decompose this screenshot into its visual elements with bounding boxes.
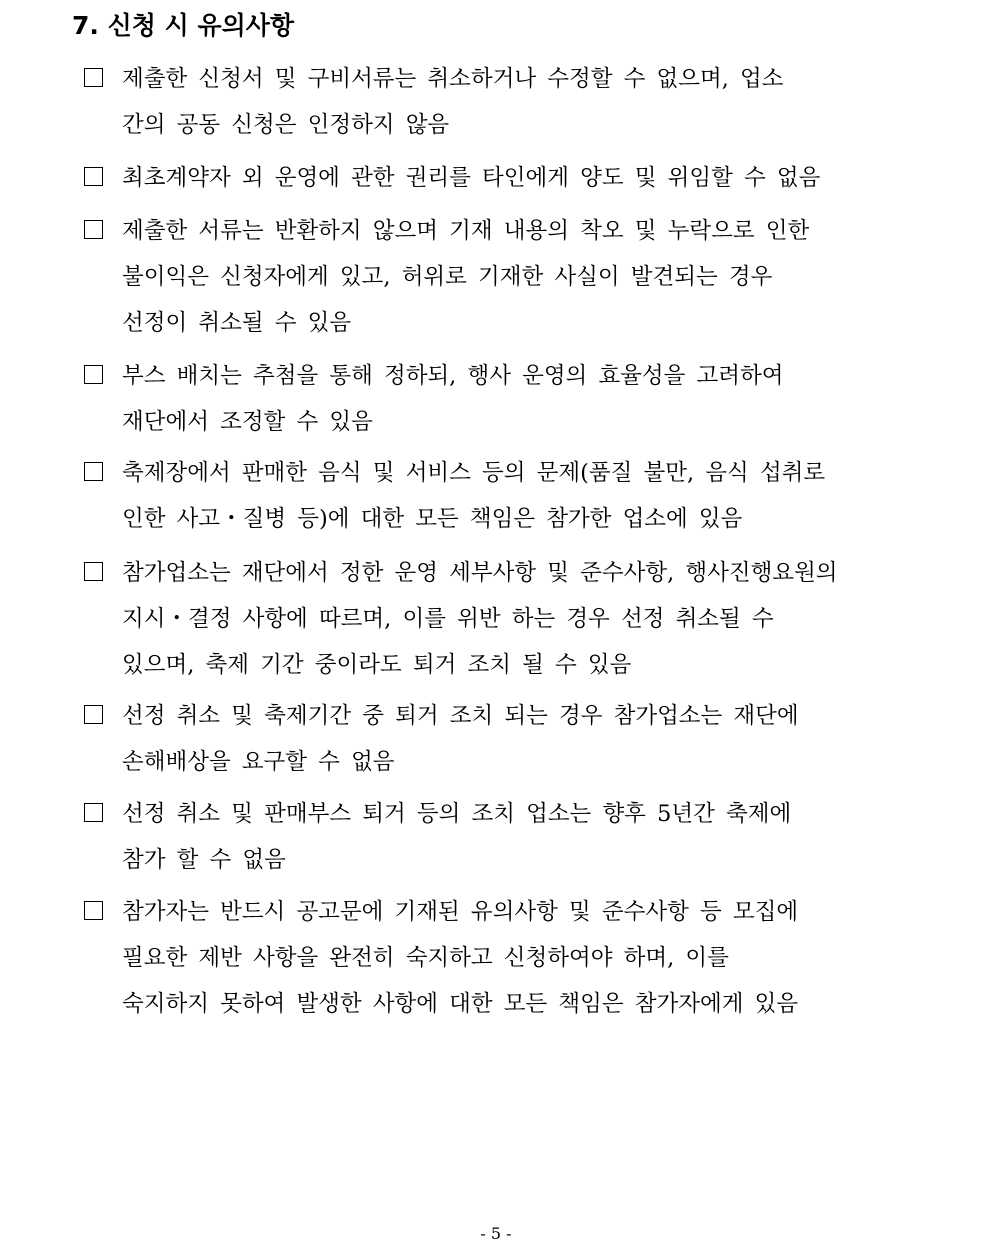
checkbox-icon (84, 901, 103, 920)
notice-text: 불이익은 신청자에게 있고, 허위로 기재한 사실이 발견되는 경우 (122, 264, 773, 290)
checkbox-icon (84, 562, 103, 581)
notice-text: 필요한 제반 사항을 완전히 숙지하고 신청하여야 하며, 이를 (122, 945, 729, 971)
checkbox-icon (84, 462, 103, 481)
notice-item (84, 693, 944, 785)
checkbox-icon (84, 220, 103, 239)
notice-line (84, 102, 944, 148)
checkbox-icon (84, 68, 103, 87)
notice-line (84, 935, 944, 981)
notice-line (84, 208, 944, 254)
notice-item (84, 791, 944, 883)
notice-line (84, 791, 944, 837)
notice-text: 선정이 취소될 수 있음 (122, 310, 352, 336)
notice-line (84, 550, 944, 596)
notice-text: 최초계약자 외 운영에 관한 권리를 타인에게 양도 및 위임할 수 없음 (122, 165, 821, 191)
notice-line (84, 300, 944, 346)
notice-line (84, 56, 944, 102)
notice-line (84, 254, 944, 300)
notice-item (84, 450, 944, 542)
checkbox-icon (84, 803, 103, 822)
notice-line (84, 837, 944, 883)
notice-text: 축제장에서 판매한 음식 및 서비스 등의 문제(품질 불만, 음식 섭취로 (122, 460, 826, 486)
notice-line (84, 596, 944, 642)
notice-line (84, 981, 944, 1027)
notice-text: 제출한 서류는 반환하지 않으며 기재 내용의 착오 및 누락으로 인한 (122, 218, 810, 244)
notice-line (84, 642, 944, 688)
checkbox-icon (84, 365, 103, 384)
notice-text: 참가업소는 재단에서 정한 운영 세부사항 및 준수사항, 행사진행요원의 (122, 560, 838, 586)
notice-text: 손해배상을 요구할 수 없음 (122, 749, 395, 775)
checkbox-icon (84, 705, 103, 724)
notice-item (84, 550, 944, 688)
notice-text: 숙지하지 못하여 발생한 사항에 대한 모든 책임은 참가자에게 있음 (122, 991, 799, 1017)
notice-text: 참가자는 반드시 공고문에 기재된 유의사항 및 준수사항 등 모집에 (122, 899, 799, 925)
notice-item (84, 889, 944, 1027)
notice-item (84, 155, 944, 201)
notice-text: 선정 취소 및 축제기간 중 퇴거 조치 되는 경우 참가업소는 재단에 (122, 703, 799, 729)
notice-text: 제출한 신청서 및 구비서류는 취소하거나 수정할 수 없으며, 업소 (122, 66, 784, 92)
notice-text: 부스 배치는 추첨을 통해 정하되, 행사 운영의 효율성을 고려하여 (122, 363, 784, 389)
notice-item (84, 208, 944, 346)
notice-line (84, 496, 944, 542)
notice-text: 선정 취소 및 판매부스 퇴거 등의 조치 업소는 향후 5년간 축제에 (122, 801, 792, 827)
notice-text: 간의 공동 신청은 인정하지 않음 (122, 112, 450, 138)
notice-line (84, 739, 944, 785)
notice-text: 참가 할 수 없음 (122, 847, 286, 873)
notice-line (84, 353, 944, 399)
notice-line (84, 155, 944, 201)
notice-item (84, 56, 944, 148)
section-title: 7. 신청 시 유의사항 (72, 11, 295, 40)
notice-line (84, 399, 944, 445)
notice-text: 지시・결정 사항에 따르며, 이를 위반 하는 경우 선정 취소될 수 (122, 606, 774, 632)
notice-line (84, 450, 944, 496)
page-number: - 5 - (480, 1224, 512, 1243)
notice-line (84, 693, 944, 739)
notice-text: 있으며, 축제 기간 중이라도 퇴거 조치 될 수 있음 (122, 652, 632, 678)
notice-item (84, 353, 944, 445)
notice-line (84, 889, 944, 935)
notice-text: 재단에서 조정할 수 있음 (122, 409, 373, 435)
notice-text: 인한 사고・질병 등)에 대한 모든 책임은 참가한 업소에 있음 (122, 506, 743, 532)
checkbox-icon (84, 167, 103, 186)
